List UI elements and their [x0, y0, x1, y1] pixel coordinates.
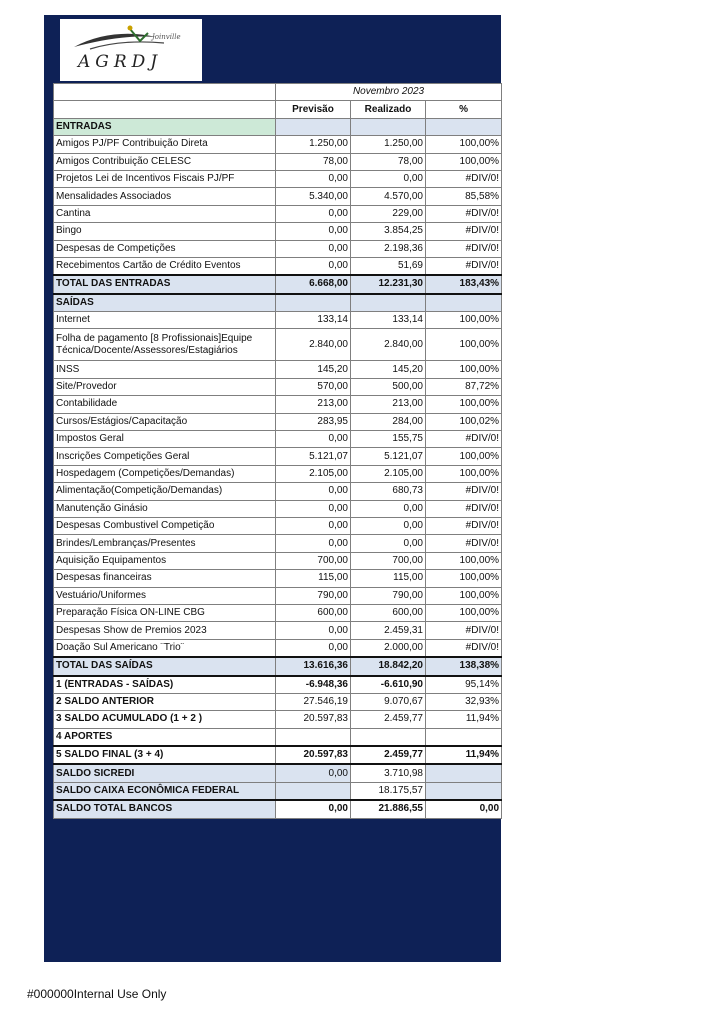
saida-prev-value: 0,00 — [276, 622, 351, 639]
saida-real-value: 2.105,00 — [351, 465, 426, 482]
saida-real-value: 2.459,31 — [351, 622, 426, 639]
saida-label: Impostos Geral — [54, 431, 276, 448]
section-saidas — [54, 294, 502, 312]
bank-row-sicredi: SALDO SICREDI 0,00 3.710,98 — [54, 764, 502, 782]
saida-real-value: 2.000,00 — [351, 639, 426, 657]
summary-row-4: 4 APORTES — [54, 728, 502, 746]
saida-real-value: 155,75 — [351, 431, 426, 448]
saida-real-value: 145,20 — [351, 361, 426, 378]
col-previsao: Previsão — [276, 101, 351, 118]
saida-pct-value: 100,02% — [426, 413, 502, 430]
saida-pct-value: #DIV/0! — [426, 639, 502, 657]
saida-real-value: 0,00 — [351, 535, 426, 552]
entrada-pct-value: #DIV/0! — [426, 223, 502, 240]
saida-real-value: 600,00 — [351, 604, 426, 621]
entrada-row — [54, 153, 502, 170]
col-pct: % — [426, 101, 502, 118]
saida-row — [54, 517, 502, 534]
entrada-pct-value: 100,00% — [426, 136, 502, 153]
saida-pct-value: #DIV/0! — [426, 483, 502, 500]
entrada-real-value: 1.250,00 — [351, 136, 426, 153]
saida-label: Site/Provedor — [54, 378, 276, 395]
saida-prev-value: 600,00 — [276, 604, 351, 621]
saida-row — [54, 329, 502, 361]
saida-real-value: 0,00 — [351, 517, 426, 534]
entrada-label: Recebimentos Cartão de Crédito Eventos — [54, 257, 276, 275]
entrada-label: Amigos Contribuição CELESC — [54, 153, 276, 170]
entrada-prev-value: 78,00 — [276, 153, 351, 170]
entrada-prev-value: 0,00 — [276, 205, 351, 222]
saida-label: Despesas Combustivel Competição — [54, 517, 276, 534]
saida-prev-value: 283,95 — [276, 413, 351, 430]
saida-pct-value: 100,00% — [426, 361, 502, 378]
saida-pct-value: #DIV/0! — [426, 535, 502, 552]
saida-pct-value: 100,00% — [426, 465, 502, 482]
entrada-real-value: 4.570,00 — [351, 188, 426, 205]
entrada-pct-value: #DIV/0! — [426, 170, 502, 187]
saida-prev-value: 133,14 — [276, 312, 351, 329]
bank-row-caixa: SALDO CAIXA ECONÔMICA FEDERAL 18.175,57 — [54, 782, 502, 800]
entrada-pct-value: 100,00% — [426, 153, 502, 170]
saida-pct-value: 87,72% — [426, 378, 502, 395]
entrada-prev-value: 1.250,00 — [276, 136, 351, 153]
saida-row — [54, 483, 502, 500]
entrada-real-value: 2.198,36 — [351, 240, 426, 257]
saida-row — [54, 431, 502, 448]
saida-pct-value: #DIV/0! — [426, 500, 502, 517]
entrada-real-value: 229,00 — [351, 205, 426, 222]
section-entradas — [54, 118, 502, 135]
saida-pct-value: 100,00% — [426, 587, 502, 604]
saida-label: Preparação Física ON-LINE CBG — [54, 604, 276, 621]
col-realizado: Realizado — [351, 101, 426, 118]
saida-prev-value: 5.121,07 — [276, 448, 351, 465]
entradas-rows — [54, 136, 502, 276]
saida-pct-value: 100,00% — [426, 570, 502, 587]
saida-row — [54, 570, 502, 587]
financial-table — [53, 83, 502, 819]
saida-label: Contabilidade — [54, 396, 276, 413]
saida-real-value: 680,73 — [351, 483, 426, 500]
saida-pct-value: 100,00% — [426, 396, 502, 413]
summary-row-3: 3 SALDO ACUMULADO (1 + 2 ) 20.597,83 2.459,77 11,94% — [54, 711, 502, 728]
entrada-real-value: 78,00 — [351, 153, 426, 170]
saida-pct-value: #DIV/0! — [426, 431, 502, 448]
saida-row — [54, 587, 502, 604]
saida-pct-value: 100,00% — [426, 329, 502, 361]
entrada-row — [54, 188, 502, 205]
saida-row — [54, 535, 502, 552]
logo-text: AGRDJ — [78, 52, 163, 72]
saida-pct-value: 100,00% — [426, 604, 502, 621]
saida-pct-value: #DIV/0! — [426, 622, 502, 639]
logo-subtitle: Joinville — [152, 33, 181, 41]
saida-pct-value: 100,00% — [426, 552, 502, 569]
entrada-label: Cantina — [54, 205, 276, 222]
saida-prev-value: 2.840,00 — [276, 329, 351, 361]
summary-row-5: 5 SALDO FINAL (3 + 4) 20.597,83 2.459,77 11,94% — [54, 746, 502, 764]
saida-label: Folha de pagamento [8 Profissionais]Equipe Técnica/Docente/Assessores/Estagiários — [54, 329, 276, 361]
total-saidas-row: TOTAL DAS SAÍDAS 13.616,36 18.842,20 138,38% — [54, 657, 502, 675]
entrada-row — [54, 170, 502, 187]
summary-row-2: 2 SALDO ANTERIOR 27.546,19 9.070,67 32,93% — [54, 693, 502, 710]
entrada-prev-value: 0,00 — [276, 170, 351, 187]
saida-real-value: 213,00 — [351, 396, 426, 413]
saida-prev-value: 790,00 — [276, 587, 351, 604]
saida-prev-value: 0,00 — [276, 431, 351, 448]
saida-row — [54, 465, 502, 482]
saida-label: Aquisição Equipamentos — [54, 552, 276, 569]
saida-prev-value: 700,00 — [276, 552, 351, 569]
saida-real-value: 0,00 — [351, 500, 426, 517]
entrada-row — [54, 136, 502, 153]
entrada-prev-value: 0,00 — [276, 223, 351, 240]
saida-prev-value: 0,00 — [276, 500, 351, 517]
entrada-pct-value: 85,58% — [426, 188, 502, 205]
saida-label: INSS — [54, 361, 276, 378]
saida-prev-value: 0,00 — [276, 535, 351, 552]
summary-row-1: 1 (ENTRADAS - SAÍDAS) -6.948,36 -6.610,90 95,14% — [54, 676, 502, 694]
saida-row — [54, 361, 502, 378]
entrada-row — [54, 205, 502, 222]
entrada-row — [54, 240, 502, 257]
saida-real-value: 5.121,07 — [351, 448, 426, 465]
entrada-real-value: 0,00 — [351, 170, 426, 187]
saida-prev-value: 213,00 — [276, 396, 351, 413]
entrada-label: Bingo — [54, 223, 276, 240]
saida-row — [54, 552, 502, 569]
logo — [60, 19, 202, 81]
saidas-rows — [54, 312, 502, 658]
saida-row — [54, 622, 502, 639]
entrada-real-value: 3.854,25 — [351, 223, 426, 240]
saida-pct-value: 100,00% — [426, 312, 502, 329]
saida-row — [54, 312, 502, 329]
saida-row — [54, 378, 502, 395]
saida-row — [54, 500, 502, 517]
total-entradas-row: TOTAL DAS ENTRADAS 6.668,00 12.231,30 183,43% — [54, 275, 502, 293]
saida-prev-value: 570,00 — [276, 378, 351, 395]
saida-real-value: 700,00 — [351, 552, 426, 569]
saida-real-value: 500,00 — [351, 378, 426, 395]
entrada-label: Despesas de Competições — [54, 240, 276, 257]
saida-prev-value: 115,00 — [276, 570, 351, 587]
bank-total-row: SALDO TOTAL BANCOS 0,00 21.886,55 0,00 — [54, 800, 502, 818]
saida-row — [54, 604, 502, 621]
saida-pct-value: 100,00% — [426, 448, 502, 465]
saida-label: Doação Sul Americano ¨Trio¨ — [54, 639, 276, 657]
saida-prev-value: 0,00 — [276, 639, 351, 657]
saida-prev-value: 145,20 — [276, 361, 351, 378]
saida-real-value: 115,00 — [351, 570, 426, 587]
saida-label: Hospedagem (Competições/Demandas) — [54, 465, 276, 482]
entrada-row — [54, 223, 502, 240]
header-columns-row — [54, 101, 502, 118]
saida-label: Inscrições Competições Geral — [54, 448, 276, 465]
entrada-pct-value: #DIV/0! — [426, 257, 502, 275]
saida-real-value: 790,00 — [351, 587, 426, 604]
saida-label: Alimentação(Competição/Demandas) — [54, 483, 276, 500]
entrada-pct-value: #DIV/0! — [426, 205, 502, 222]
entrada-row — [54, 257, 502, 275]
saida-prev-value: 2.105,00 — [276, 465, 351, 482]
saida-row — [54, 639, 502, 657]
saida-row — [54, 448, 502, 465]
entrada-label: Amigos PJ/PF Contribuição Direta — [54, 136, 276, 153]
saida-label: Manutenção Ginásio — [54, 500, 276, 517]
saida-real-value: 133,14 — [351, 312, 426, 329]
saida-pct-value: #DIV/0! — [426, 517, 502, 534]
saida-label: Cursos/Estágios/Capacitação — [54, 413, 276, 430]
saida-row — [54, 396, 502, 413]
saida-label: Vestuário/Uniformes — [54, 587, 276, 604]
saida-prev-value: 0,00 — [276, 483, 351, 500]
entrada-prev-value: 5.340,00 — [276, 188, 351, 205]
saida-label: Despesas Show de Premios 2023 — [54, 622, 276, 639]
saida-label: Brindes/Lembranças/Presentes — [54, 535, 276, 552]
entrada-label: Mensalidades Associados — [54, 188, 276, 205]
entrada-label: Projetos Lei de Incentivos Fiscais PJ/PF — [54, 170, 276, 187]
saida-prev-value: 0,00 — [276, 517, 351, 534]
entrada-prev-value: 0,00 — [276, 240, 351, 257]
header-month-row — [54, 84, 502, 101]
footer-classification: #000000Internal Use Only — [27, 987, 167, 1001]
entrada-prev-value: 0,00 — [276, 257, 351, 275]
month-label: Novembro 2023 — [276, 84, 502, 101]
section-title: SAÍDAS — [54, 294, 276, 312]
saida-real-value: 2.840,00 — [351, 329, 426, 361]
saida-label: Internet — [54, 312, 276, 329]
entrada-pct-value: #DIV/0! — [426, 240, 502, 257]
saida-real-value: 284,00 — [351, 413, 426, 430]
entrada-real-value: 51,69 — [351, 257, 426, 275]
section-title: ENTRADAS — [54, 118, 276, 135]
saida-row — [54, 413, 502, 430]
saida-label: Despesas financeiras — [54, 570, 276, 587]
